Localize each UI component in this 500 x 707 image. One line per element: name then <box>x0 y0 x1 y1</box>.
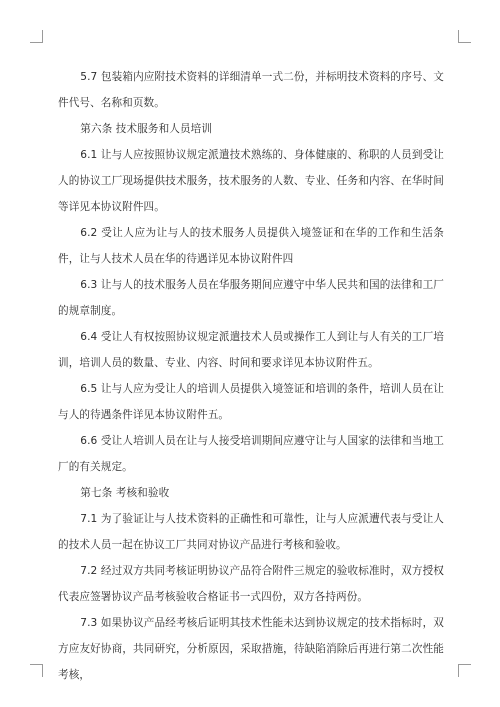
crop-mark-bottom-left <box>30 664 43 677</box>
crop-mark-top-left <box>30 30 43 43</box>
clause-7-1: 7.1 为了验证让与人技术资料的正确性和可靠性，让与人应派遭代表与受让人的技术人员一起在协议工厂共同对协议产品进行考核和验收。 <box>58 513 444 551</box>
clause-7-2: 7.2 经过双方共同考核证明协议产品符合附件三规定的验收标准时，双方授权代表应签署协议产品考核验收合格证书一式四份，双方各持两份。 <box>58 565 444 603</box>
clause-6-2: 6.2 受让人应为让与人的技术服务人员提供入境签证和在华的工作和生活条件，让与人技术人员在华的待遇详见本协议附件四 <box>58 227 444 265</box>
clause-5-7: 5.7 包装箱内应附技术资料的详细清单一式二份，并标明技术资料的序号、文件代号、名称和页数。 <box>58 71 444 109</box>
clause-6-6: 6.6 受让人培训人员在让与人接受培训期间应遵守让与人国家的法律和当地工厂的有关规定。 <box>58 435 444 473</box>
article-7-heading: 第七条 考核和验收 <box>80 487 170 499</box>
document-body <box>58 64 444 688</box>
clause-6-1: 6.1 让与人应按照协议规定派遣技术熟练的、身体健康的、称职的人员到受让人的协议工厂现场提供技术服务，技术服务的人数、专业、任务和内容、在华时间等详见本协议附件四。 <box>58 149 444 213</box>
clause-6-4: 6.4 受让人有权按照协议规定派遣技术人员或操作工人到让与人有关的工厂培训，培训人员的数量、专业、内容、时间和要求详见本协议附件五。 <box>58 331 444 369</box>
clause-6-5: 6.5 让与人应为受让人的培训人员提供入境签证和培训的条件，培训人员在让与人的待遇条件详见本协议附件五。 <box>58 383 444 421</box>
clause-6-3: 6.3 让与人的技术服务人员在华服务期间应遵守中华人民共和国的法律和工厂的规章制度。 <box>58 279 444 317</box>
crop-mark-bottom-right <box>458 664 471 677</box>
crop-mark-top-right <box>458 30 471 43</box>
clause-7-3: 7.3 如果协议产品经考核后证明其技术性能未达到协议规定的技术指标时，双方应友好协商，共同研究，分析原因，采取措施，待缺陷消除后再进行第二次性能考核， <box>58 617 444 681</box>
article-6-heading: 第六条 技术服务和人员培训 <box>80 123 213 135</box>
